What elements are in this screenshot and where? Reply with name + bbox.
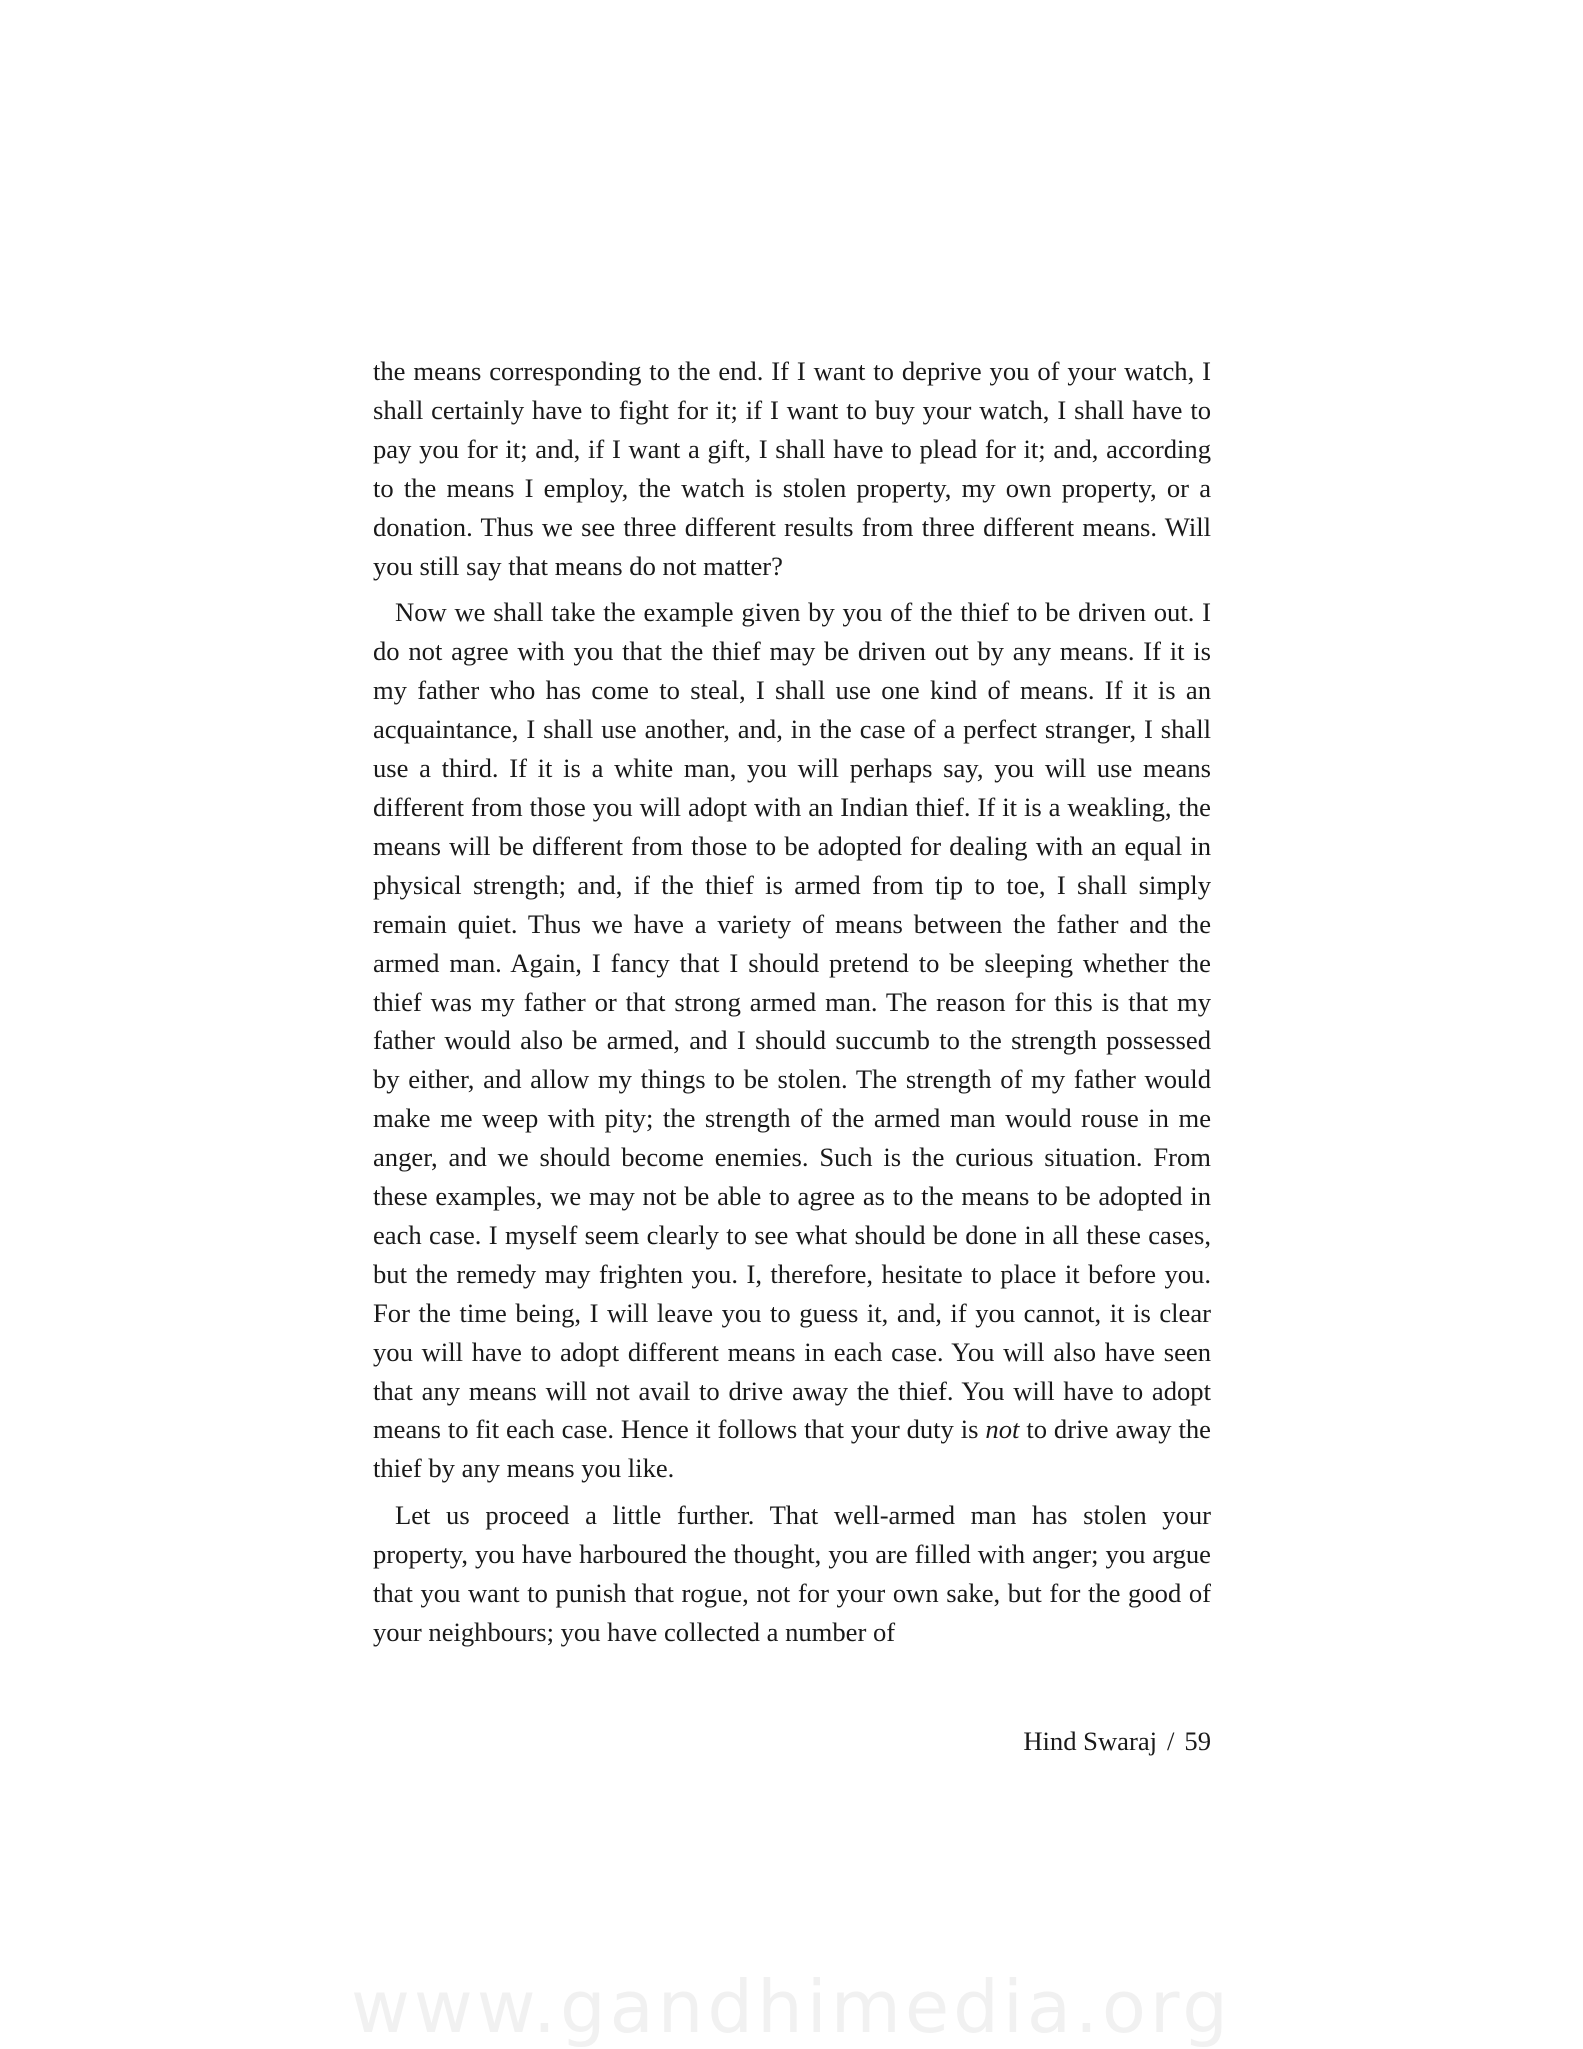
paragraph-2-text-b: to drive away the thief by any means you like. [373,1414,1211,1484]
watermark: www.gandhimedia.org [351,1965,1232,2049]
paragraph-3: Let us proceed a little further. That well-armed man has stolen your property, you have harboured the thought, you are filled with anger; you argue that you want to punish that rogue, not for your own sake, but for the good of your neighbours; you have collected a number of [373,1500,1211,1647]
page-footer [900,1722,1211,1760]
paragraph-2-emphasis: not [985,1414,1020,1445]
page-number: 59 [1184,1726,1211,1756]
paragraph-2 [373,593,1211,1488]
paragraph-1: the means corresponding to the end. If I want to deprive you of your watch, I shall certainly have to fight for it; if I want to buy your watch, I shall have to pay you for it; and, if I want a gift, I shall have to plead for it; and, according to the means I employ, the watch is stolen property, my own property, or a donation. Thus we see three different results from three different means. Will you still say that means do not matter? [373,356,1211,581]
footer-separator: / [1167,1726,1175,1756]
paragraph-2-text-a: Now we shall take the example given by you of the thief to be driven out. I do not agree with you that the thief may be driven out by any means. If it is my father who has come to steal, I shall use one kind of means. If it is an acquaintance, I shall use another, and, in the case of a perfect stranger, I shall use a third. If it is a white man, you will perhaps say, you will use means different from those you will adopt with an Indian thief. If it is a weakling, the means will be different from those to be adopted for dealing with an equal in physical strength; and, if the thief is armed from tip to toe, I shall simply remain quiet. Thus we have a variety of means between the father and the armed man. Again, I fancy that I should pretend to be sleeping whether the thief was my father or that strong armed man. The reason for this is that my father would also be armed, and I should succumb to the strength possessed by either, and allow my things to be stolen. The strength of my father would make me weep with pity; the strength of the armed man would rouse in me anger, and we should become enemies. Such is the curious situation. From these examples, we may not be able to agree as to the means to be adopted in each case. I myself seem clearly to see what should be done in all these cases, but the remedy may frighten you. I, therefore, hesitate to place it before you. For the time being, I will leave you to guess it, and, if you cannot, it is clear you will have to adopt different means in each case. You will also have seen that any means will not avail to drive away the thief. You will have to adopt means to fit each case. Hence it follows that your duty is [373,597,1211,1445]
running-title: Hind Swaraj [1023,1726,1158,1756]
body-text [373,352,1211,1652]
